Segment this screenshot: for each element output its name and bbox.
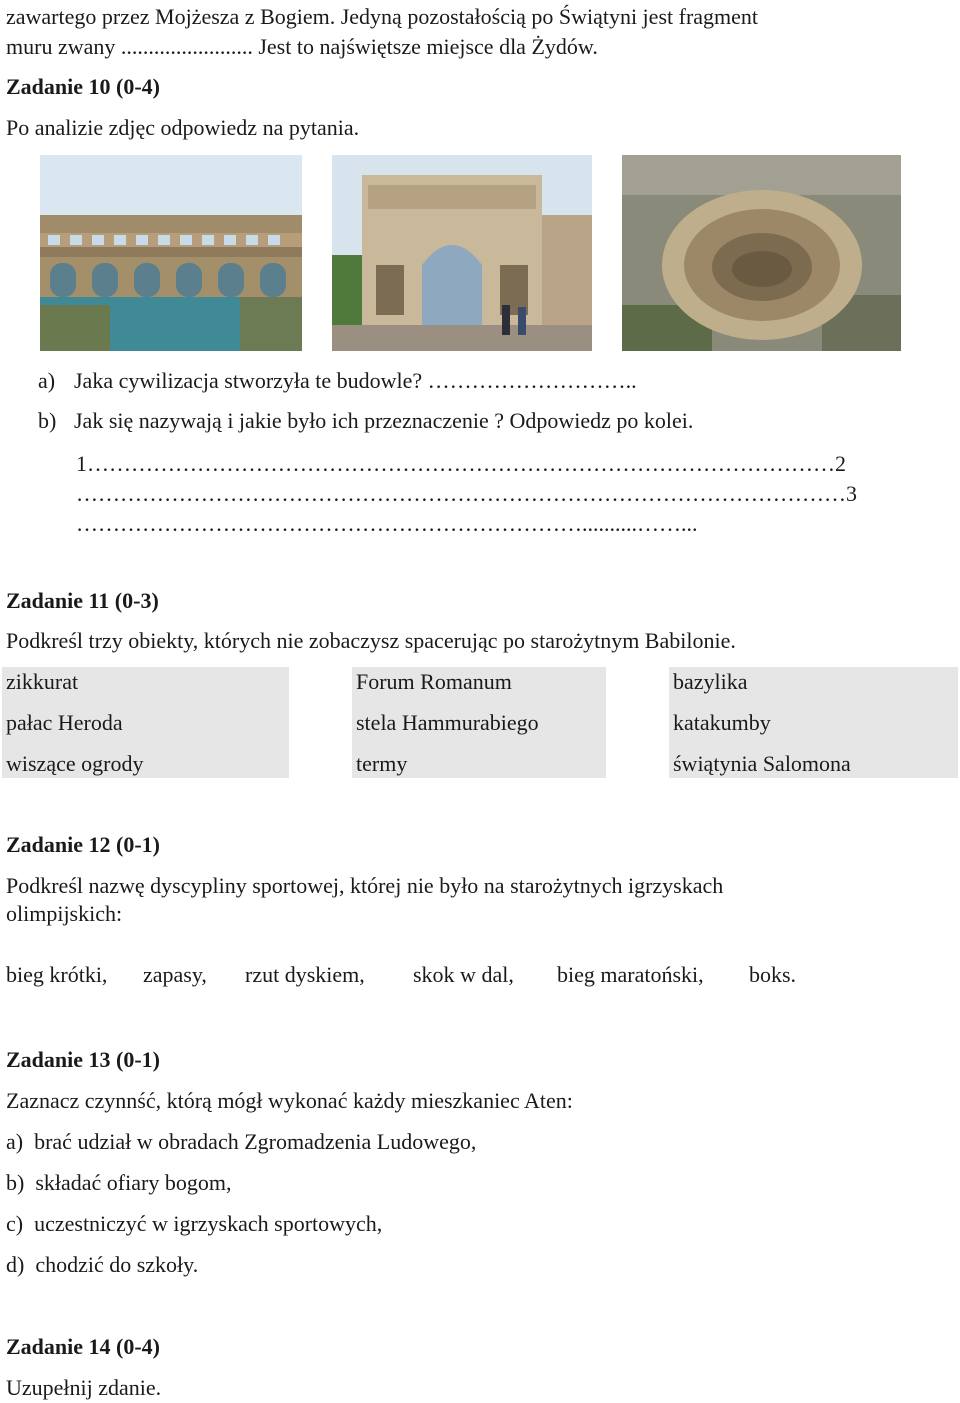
answer-option-text: chodzić do szkoły. (35, 1252, 199, 1277)
answer-option[interactable] (6, 1252, 198, 1278)
sport-option[interactable]: bieg maratoński, (557, 962, 704, 987)
task14-title: Zadanie 14 (0-4) (6, 1334, 160, 1359)
question-b-text: Jak się nazywają i jakie było ich przeznaczenie ? Odpowiedz po kolei. (74, 408, 694, 433)
task13-instruction: Zaznacz czynnść, którą mógł wykonać każdy mieszkaniec Aten: (6, 1088, 573, 1113)
task14-instruction: Uzupełnij zdanie. (6, 1375, 162, 1400)
question-a-label: a) (38, 368, 56, 393)
answer-option-label: c) (6, 1211, 24, 1236)
table-cell[interactable]: wiszące ogrody (6, 751, 144, 776)
table-cell[interactable]: katakumby (673, 710, 771, 735)
task12-instruction-2: olimpijskich: (6, 901, 123, 926)
task13-title: Zadanie 13 (0-1) (6, 1047, 160, 1072)
table-cell[interactable]: bazylika (673, 669, 748, 694)
sport-option[interactable]: rzut dyskiem, (245, 962, 365, 987)
answer-option-label: a) (6, 1129, 24, 1154)
table-cell[interactable]: pałac Heroda (6, 710, 123, 735)
sport-option[interactable]: zapasy, (143, 962, 207, 987)
answer-option-label: d) (6, 1252, 25, 1277)
sport-option[interactable]: skok w dal, (413, 962, 514, 987)
answer-line-3[interactable]: ……………………………………………………………..........……... (76, 511, 698, 536)
answer-option[interactable] (6, 1170, 231, 1196)
table-cell[interactable]: termy (356, 751, 408, 776)
triumphal-arch-photo (332, 155, 592, 351)
colosseum-photo (622, 155, 901, 351)
intro-line-1: zawartego przez Mojżesza z Bogiem. Jedyną pozostałością po Świątyni jest fragment (6, 4, 759, 29)
task12-instruction-1: Podkreśl nazwę dyscypliny sportowej, której nie było na starożytnych igrzyskach (6, 873, 724, 898)
table-cell[interactable]: stela Hammurabiego (356, 710, 539, 735)
task10-title: Zadanie 10 (0-4) (6, 74, 160, 99)
question-a (38, 368, 637, 394)
sport-option[interactable]: boks. (749, 962, 797, 987)
aqueduct-photo (40, 155, 302, 351)
answer-option[interactable] (6, 1211, 382, 1237)
task12-title: Zadanie 12 (0-1) (6, 832, 160, 857)
question-a-text: Jaka cywilizacja stworzyła te budowle? ……………………….. (74, 368, 637, 393)
answer-option[interactable] (6, 1129, 476, 1155)
answer-line-1[interactable]: 1…………………………………………………………………………………………2 (76, 451, 846, 476)
sport-option[interactable]: bieg krótki, (6, 962, 108, 987)
question-b-label: b) (38, 408, 57, 433)
question-b (38, 408, 693, 434)
task10-instruction: Po analizie zdjęc odpowiedz na pytania. (6, 115, 360, 140)
intro-line-2: muru zwany ........................ Jest to najświętsze miejsce dla Żydów. (6, 34, 598, 59)
answer-option-text: uczestniczyć w igrzyskach sportowych, (34, 1211, 383, 1236)
answer-line-2[interactable]: ……………………………………………………………………………………………3 (76, 481, 857, 506)
table-cell[interactable]: świątynia Salomona (673, 751, 851, 776)
answer-option-label: b) (6, 1170, 25, 1195)
task11-instruction: Podkreśl trzy obiekty, których nie zobaczysz spacerując po starożytnym Babilonie. (6, 628, 736, 653)
answer-option-text: brać udział w obradach Zgromadzenia Ludowego, (34, 1129, 477, 1154)
table-cell[interactable]: Forum Romanum (356, 669, 512, 694)
table-cell[interactable]: zikkurat (6, 669, 79, 694)
task11-title: Zadanie 11 (0-3) (6, 588, 159, 613)
answer-option-text: składać ofiary bogom, (35, 1170, 232, 1195)
